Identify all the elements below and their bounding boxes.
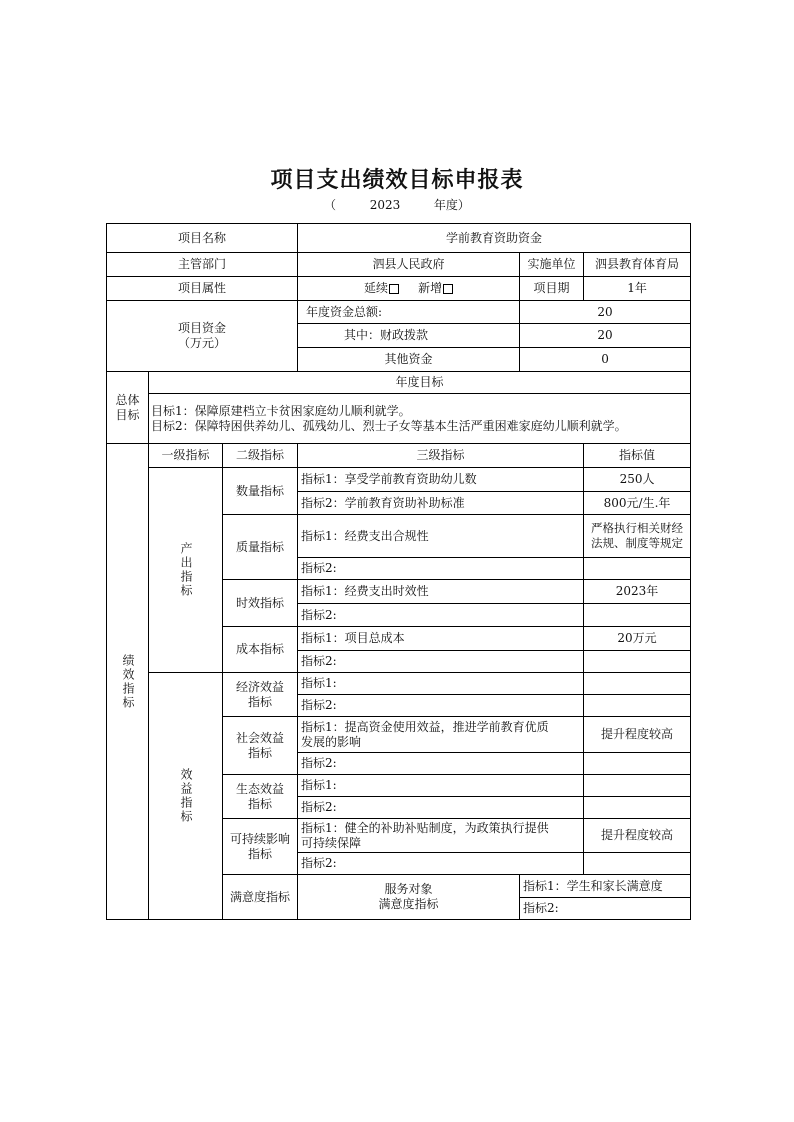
- quantity-i2: 指标2：学前教育资助补助标准: [298, 492, 584, 515]
- satisfaction-label: 满意度指标: [223, 875, 298, 920]
- period-label: 项目期: [520, 277, 584, 301]
- social-v1: 提升程度较高: [584, 717, 691, 753]
- quality-i1: 指标1：经费支出合规性: [298, 515, 584, 558]
- col-level1: 一级指标: [149, 444, 223, 468]
- table-row: [107, 468, 691, 492]
- cost-v1: 20万元: [584, 627, 691, 651]
- funds-total-row: [107, 301, 691, 324]
- timeliness-v1: 2023年: [584, 580, 691, 604]
- goal-1: 目标1：保障原建档立卡贫困家庭幼儿顺利就学。: [151, 403, 411, 418]
- quantity-label: 数量指标: [223, 468, 298, 515]
- attr-row: [107, 277, 691, 301]
- timeliness-v2: [584, 604, 691, 627]
- attr-options: [298, 277, 520, 301]
- funds-fiscal-label: 其中：财政拨款: [298, 324, 520, 348]
- attr-continue-label: 延续: [363, 281, 388, 295]
- goals-header: 年度目标: [149, 372, 691, 394]
- impl-label: 实施单位: [520, 253, 584, 277]
- checkbox-continue-icon[interactable]: [389, 284, 399, 294]
- sustainable-i1b: 可持续保障: [301, 835, 362, 850]
- cost-i2: 指标2:: [298, 651, 584, 673]
- ecological-label-b: 指标: [248, 796, 273, 811]
- impl-value: 泗县教育体育局: [584, 253, 691, 277]
- economic-v1: [584, 673, 691, 695]
- economic-i1: 指标1:: [298, 673, 584, 695]
- funds-unit: （万元）: [178, 336, 227, 350]
- checkbox-new-icon[interactable]: [443, 284, 453, 294]
- quality-v1: [584, 515, 691, 558]
- social-i1b: 发展的影响: [301, 734, 362, 749]
- quality-v1b: 法规、制度等规定: [591, 536, 684, 550]
- social-i2: 指标2:: [298, 753, 584, 775]
- attr-label: 项目属性: [107, 277, 298, 301]
- service-label-a: 服务对象: [384, 882, 433, 896]
- goals-label-bottom: 目标: [115, 407, 140, 422]
- funds-fiscal-value: 20: [520, 324, 691, 348]
- goals-body: [149, 394, 691, 444]
- economic-i2: 指标2:: [298, 695, 584, 717]
- indicators-section-cell: [107, 444, 149, 920]
- year-line: [0, 196, 794, 213]
- col-level2: 二级指标: [223, 444, 298, 468]
- service-i2: 指标2:: [520, 898, 691, 920]
- year-close: 年度）: [433, 198, 470, 212]
- table-row: [107, 673, 691, 695]
- timeliness-i2: 指标2:: [298, 604, 584, 627]
- output-label: 产出指标: [179, 542, 193, 598]
- project-name-row: [107, 224, 691, 253]
- cost-v2: [584, 651, 691, 673]
- timeliness-label: 时效指标: [223, 580, 298, 627]
- output-label-cell: [149, 468, 223, 673]
- service-label-cell: [298, 875, 520, 920]
- cost-label: 成本指标: [223, 627, 298, 673]
- social-label-cell: [223, 717, 298, 775]
- sustainable-label-a: 可持续影响: [230, 831, 291, 846]
- social-i1a: 指标1：提高资金使用效益，推进学前教育优质: [301, 719, 549, 734]
- social-v2: [584, 753, 691, 775]
- social-i1: [298, 717, 584, 753]
- indicators-header-row: [107, 444, 691, 468]
- col-value: 指标值: [584, 444, 691, 468]
- economic-label-cell: [223, 673, 298, 717]
- sustainable-i1: [298, 819, 584, 853]
- sustainable-i2: 指标2:: [298, 853, 584, 875]
- sustainable-label-cell: [223, 819, 298, 875]
- goals-header-row: [107, 372, 691, 394]
- funds-label-cell: [107, 301, 298, 372]
- funds-label: 项目资金: [178, 321, 227, 335]
- sustainable-v1: 提升程度较高: [584, 819, 691, 853]
- attr-new-label: 新增: [418, 281, 443, 295]
- ecological-label-cell: [223, 775, 298, 819]
- col-level3: 三级指标: [298, 444, 584, 468]
- social-label-a: 社会效益: [236, 730, 285, 745]
- quality-label: 质量指标: [223, 515, 298, 580]
- quality-i2: 指标2:: [298, 558, 584, 580]
- quantity-v2: 800元/生.年: [584, 492, 691, 515]
- ecological-label-a: 生态效益: [236, 781, 285, 796]
- quality-v2: [584, 558, 691, 580]
- goals-label-top: 总体: [115, 392, 140, 407]
- indicators-section-label: 绩效指标: [121, 653, 135, 710]
- timeliness-i1: 指标1：经费支出时效性: [298, 580, 584, 604]
- project-name-value: 学前教育资助资金: [298, 224, 691, 253]
- ecological-i1: 指标1:: [298, 775, 584, 797]
- performance-table: [106, 223, 691, 920]
- funds-other-value: 0: [520, 348, 691, 372]
- funds-total-value: 20: [520, 301, 691, 324]
- quantity-v1: 250人: [584, 468, 691, 492]
- service-label-b: 满意度指标: [378, 897, 439, 911]
- economic-label-b: 指标: [248, 694, 273, 709]
- sustainable-v2: [584, 853, 691, 875]
- sustainable-i1a: 指标1：健全的补助补贴制度，为政策执行提供: [301, 820, 549, 835]
- goals-label-cell: [107, 372, 149, 444]
- funds-total-label: 年度资金总额:: [298, 301, 520, 324]
- ecological-i2: 指标2:: [298, 797, 584, 819]
- cost-i1: 指标1：项目总成本: [298, 627, 584, 651]
- period-value: 1年: [584, 277, 691, 301]
- economic-label-a: 经济效益: [236, 679, 285, 694]
- goal-2: 目标2：保障特困供养幼儿、孤残幼儿、烈士子女等基本生活严重困难家庭幼儿顺利就学。: [151, 418, 627, 433]
- ecological-v1: [584, 775, 691, 797]
- dept-row: [107, 253, 691, 277]
- project-name-label: 项目名称: [107, 224, 298, 253]
- year-open: （: [324, 198, 337, 212]
- social-label-b: 指标: [248, 745, 273, 760]
- goals-body-row: [107, 394, 691, 444]
- benefit-label-cell: [149, 673, 223, 920]
- funds-other-label: 其他资金: [298, 348, 520, 372]
- benefit-label: 效益指标: [179, 768, 193, 824]
- dept-value: 泗县人民政府: [298, 253, 520, 277]
- quantity-i1: 指标1：享受学前教育资助幼儿数: [298, 468, 584, 492]
- quality-v1a: 严格执行相关财经: [591, 521, 684, 535]
- dept-label: 主管部门: [107, 253, 298, 277]
- ecological-v2: [584, 797, 691, 819]
- year-value: 2023: [369, 198, 401, 212]
- page-title: 项目支出绩效目标申报表: [270, 168, 524, 193]
- economic-v2: [584, 695, 691, 717]
- service-i1: 指标1：学生和家长满意度: [520, 875, 691, 898]
- sustainable-label-b: 指标: [248, 846, 273, 861]
